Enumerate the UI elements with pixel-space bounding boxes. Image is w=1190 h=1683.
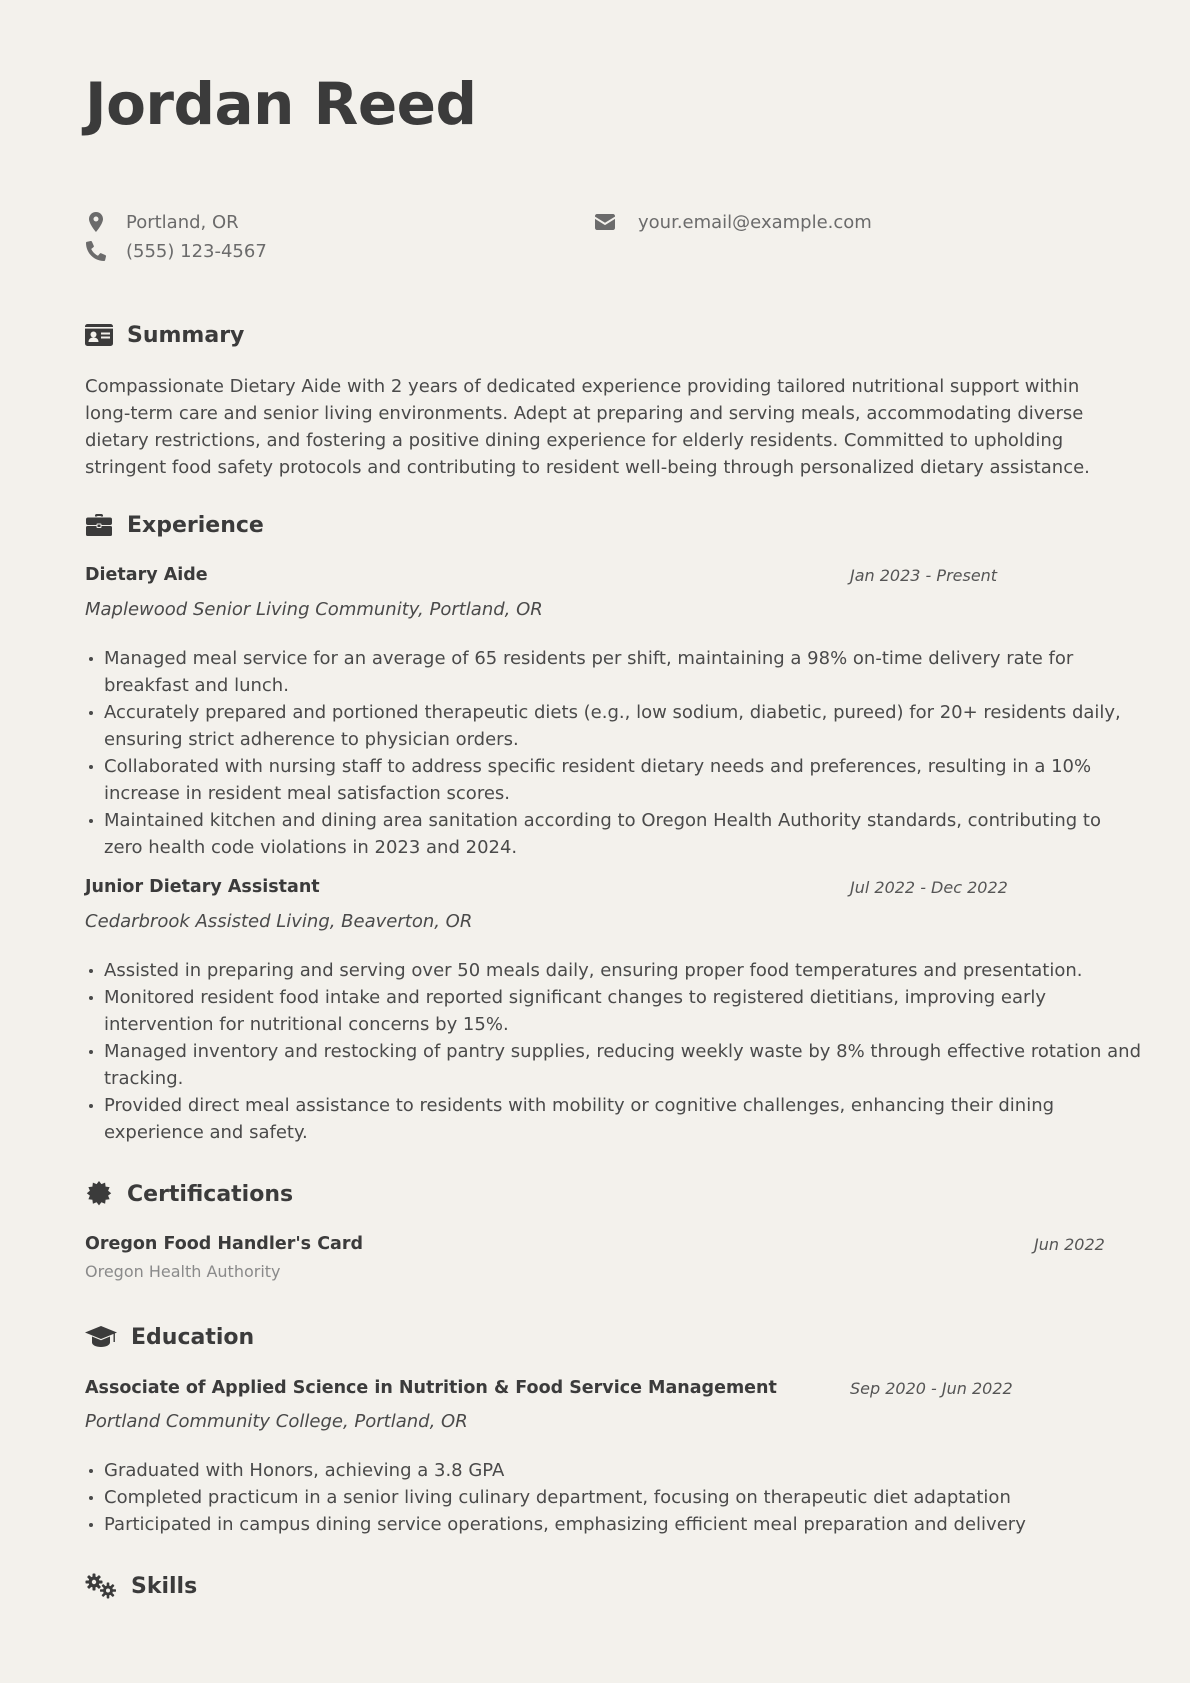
graduation-cap-icon — [85, 1323, 117, 1351]
list-item: Completed practicum in a senior living culinary department, focusing on therapeutic diet adaptation — [104, 1484, 1144, 1511]
degree-title: Associate of Applied Science in Nutrition & Food Service Management — [85, 1378, 777, 1398]
certification-title: Oregon Food Handler's Card — [85, 1234, 364, 1254]
list-item: Graduated with Honors, achieving a 3.8 GPA — [104, 1457, 1144, 1484]
phone-icon — [85, 240, 107, 262]
section-title: Skills — [131, 1573, 198, 1599]
email-text: your.email@example.com — [638, 211, 872, 233]
job-bullets — [85, 957, 1144, 1146]
education-bullets — [85, 1457, 1144, 1538]
school-name: Portland Community College, Portland, OR — [85, 1411, 468, 1432]
phone-text: (555) 123-4567 — [126, 240, 267, 262]
section-title: Summary — [127, 322, 245, 348]
experience-heading — [85, 511, 264, 539]
job-title: Dietary Aide — [85, 565, 208, 585]
list-item: Managed meal service for an average of 65 residents per shift, maintaining a 98% on-time delivery rate for breakfast and lunch. — [104, 645, 1144, 699]
job-dates: Jul 2022 - Dec 2022 — [850, 878, 1008, 897]
section-title: Education — [131, 1324, 255, 1350]
cogs-icon — [85, 1572, 117, 1600]
job-organization: Maplewood Senior Living Community, Portland, OR — [85, 599, 543, 620]
list-item: Collaborated with nursing staff to address specific resident dietary needs and preferences, resulting in a 10% increase in resident meal satisfaction scores. — [104, 753, 1144, 807]
list-item: Participated in campus dining service operations, emphasizing efficient meal preparation and delivery — [104, 1511, 1144, 1538]
certificate-icon — [85, 1180, 113, 1208]
contact-phone — [85, 240, 267, 262]
job-organization: Cedarbrook Assisted Living, Beaverton, OR — [85, 911, 473, 932]
job-dates: Jan 2023 - Present — [850, 566, 998, 585]
map-marker-icon — [85, 211, 107, 233]
candidate-name: Jordan Reed — [85, 70, 477, 138]
envelope-icon — [594, 211, 616, 233]
list-item: Accurately prepared and portioned therapeutic diets (e.g., low sodium, diabetic, pureed) for 20+ residents daily, ensuring strict adherence to physician orders. — [104, 699, 1144, 753]
summary-heading — [85, 321, 244, 349]
section-title: Experience — [127, 512, 264, 538]
education-dates: Sep 2020 - Jun 2022 — [850, 1379, 1013, 1398]
contact-location — [85, 211, 239, 233]
id-card-icon — [85, 321, 113, 349]
skills-heading — [85, 1572, 197, 1600]
list-item: Managed inventory and restocking of pantry supplies, reducing weekly waste by 8% through effective rotation and tracking. — [104, 1038, 1144, 1092]
list-item: Provided direct meal assistance to residents with mobility or cognitive challenges, enhancing their dining experience and safety. — [104, 1092, 1144, 1146]
contact-email — [594, 211, 872, 233]
certification-issuer: Oregon Health Authority — [85, 1262, 281, 1281]
list-item: Assisted in preparing and serving over 50 meals daily, ensuring proper food temperatures and presentation. — [104, 957, 1144, 984]
briefcase-icon — [85, 511, 113, 539]
summary-text: Compassionate Dietary Aide with 2 years of dedicated experience providing tailored nutritional support within long-term care and senior living environments. Adept at preparing and serving meals, accommodating diverse dietary restrictions, and fostering a positive dining experience for elderly residents. Committed to upholding stringent food safety protocols and contributing to resident well-being through personalized dietary assistance. — [85, 376, 1090, 478]
certifications-heading — [85, 1180, 293, 1208]
section-title: Certifications — [127, 1181, 294, 1207]
list-item: Maintained kitchen and dining area sanitation according to Oregon Health Authority standards, contributing to zero health code violations in 2023 and 2024. — [104, 807, 1144, 861]
job-title: Junior Dietary Assistant — [85, 877, 320, 897]
list-item: Monitored resident food intake and reported significant changes to registered dietitians, improving early intervention for nutritional concerns by 15%. — [104, 984, 1144, 1038]
location-text: Portland, OR — [126, 211, 239, 233]
job-bullets — [85, 645, 1144, 861]
education-heading — [85, 1323, 254, 1351]
certification-date: Jun 2022 — [1034, 1235, 1105, 1254]
